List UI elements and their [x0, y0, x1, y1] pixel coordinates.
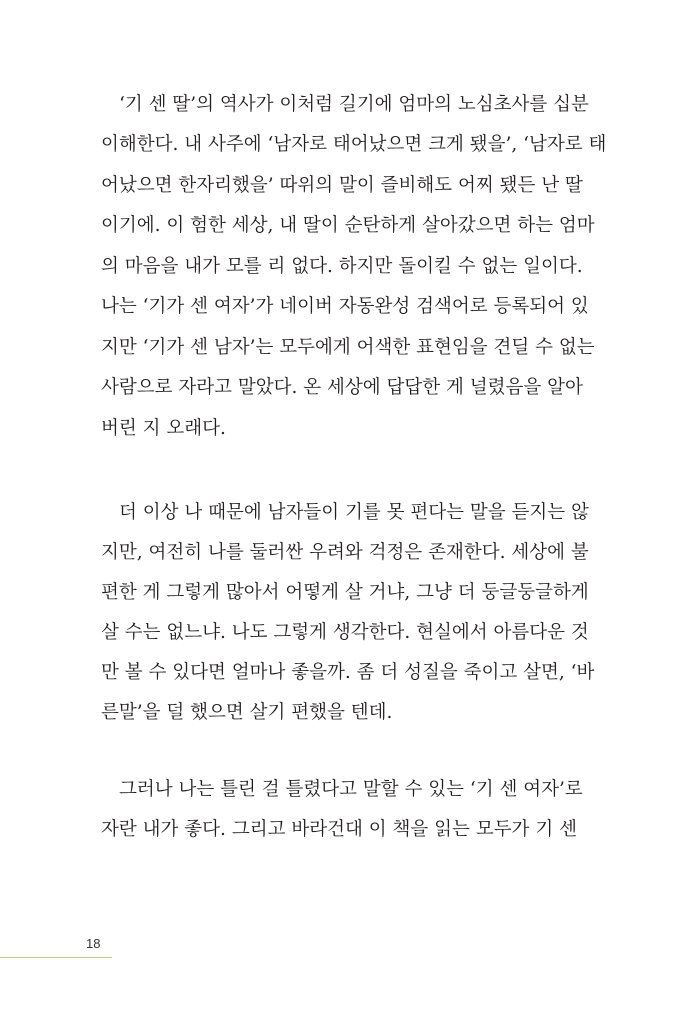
footer-rule	[0, 957, 112, 958]
text-line: 버린 지 오래다.	[101, 418, 226, 439]
text-line: 어났으면 한자리했을’ 따위의 말이 즐비해도 어찌 됐든 난 딸	[101, 175, 583, 196]
text-line: ‘기 센 딸’의 역사가 이처럼 길기에 엄마의 노심초사를 십분	[119, 94, 589, 115]
page-number: 18	[86, 936, 101, 951]
text-line: 지만, 여전히 나를 둘러싼 우려와 걱정은 존재한다. 세상에 불	[101, 542, 589, 563]
text-line: 살 수는 없느냐. 나도 그렇게 생각한다. 현실에서 아름다운 것	[101, 622, 589, 643]
text-line: 지만 ‘기가 센 남자’는 모두에게 어색한 표현임을 견딜 수 없는	[101, 337, 595, 358]
text-line: 이해한다. 내 사주에 ‘남자로 태어났으면 크게 됐을’, ‘남자로 태	[101, 134, 607, 155]
text-line: 의 마음을 내가 모를 리 없다. 하지만 돌이킬 수 없는 일이다.	[101, 256, 583, 277]
text-line: 편한 게 그렇게 많아서 어떻게 살 거냐, 그냥 더 둥글둥글하게	[101, 582, 589, 603]
text-line: 이기에. 이 험한 세상, 내 딸이 순탄하게 살아갔으면 하는 엄마	[101, 215, 595, 236]
text-line: 자란 내가 좋다. 그리고 바라건대 이 책을 읽는 모두가 기 센	[101, 819, 577, 840]
text-line: 그러나 나는 틀린 걸 틀렸다고 말할 수 있는 ‘기 센 여자’로	[119, 779, 583, 800]
text-line: 른말’을 덜 했으면 살기 편했을 텐데.	[101, 702, 393, 723]
text-line: 사람으로 자라고 말았다. 온 세상에 답답한 게 널렸음을 알아	[101, 377, 583, 398]
text-line: 더 이상 나 때문에 남자들이 기를 못 편다는 말을 듣지는 않	[119, 502, 589, 523]
text-line: 나는 ‘기가 센 여자’가 네이버 자동완성 검색어로 등록되어 있	[101, 296, 589, 317]
text-line: 만 볼 수 있다면 얼마나 좋을까. 좀 더 성질을 죽이고 살면, ‘바	[101, 662, 595, 683]
